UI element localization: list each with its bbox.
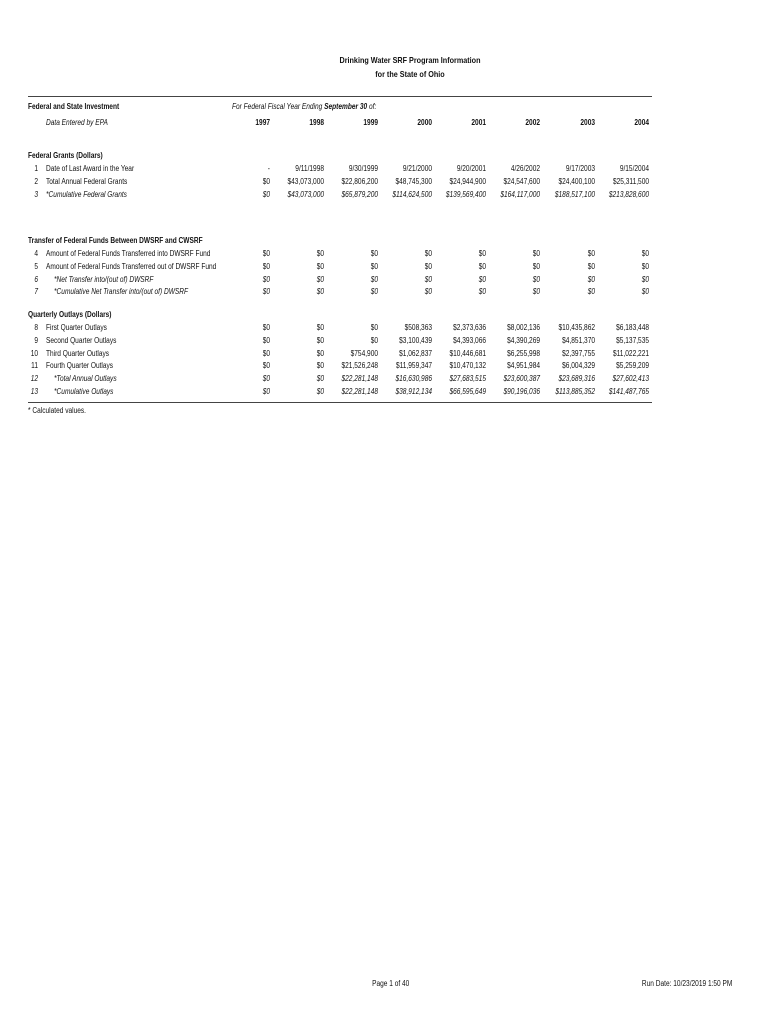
table-cell: $0 [424, 249, 432, 258]
table-cell: $24,547,600 [503, 176, 540, 186]
year-header: 1999 [363, 118, 378, 127]
row-number: 11 [31, 361, 38, 371]
table-cell: $0 [641, 287, 649, 297]
section-title: Quarterly Outlays (Dollars) [28, 310, 112, 319]
table-cell: 9/17/2003 [565, 164, 595, 173]
row-number: 4 [34, 249, 38, 258]
table-cell: $0 [641, 249, 649, 258]
table-cell: $0 [532, 261, 540, 271]
table-cell: $65,879,200 [341, 189, 378, 199]
table-cell: 9/15/2004 [619, 164, 649, 173]
table-cell: $23,689,316 [558, 374, 595, 384]
table-cell: $48,745,300 [395, 176, 432, 186]
footer-rule [28, 402, 652, 403]
table-cell: $0 [587, 261, 595, 271]
table-cell: $0 [587, 274, 595, 284]
table-cell: $21,526,248 [341, 361, 378, 371]
row-label: First Quarter Outlays [46, 323, 107, 332]
table-cell: $164,117,000 [500, 189, 540, 199]
row-label: *Net Transfer into/(out of) DWSRF [54, 274, 154, 284]
table-cell: $0 [587, 249, 595, 258]
table-cell: $0 [424, 274, 432, 284]
table-cell: $2,373,636 [453, 323, 486, 332]
table-cell: $24,944,900 [449, 176, 486, 186]
table-cell: $0 [316, 261, 324, 271]
year-header: 2003 [580, 118, 595, 127]
table-cell: $5,137,535 [616, 335, 649, 345]
table-cell: $0 [370, 274, 378, 284]
section-header-federal-state-investment: Federal and State Investment [28, 102, 120, 111]
table-cell: $22,806,200 [341, 176, 378, 186]
table-cell: $25,311,500 [612, 176, 649, 186]
fy-suffix: of: [367, 102, 377, 111]
row-label: Date of Last Award in the Year [46, 164, 135, 173]
table-cell: $10,435,862 [558, 323, 595, 332]
row-number: 3 [34, 189, 38, 199]
table-cell: $0 [370, 249, 378, 258]
table-cell: $0 [262, 348, 270, 358]
row-number: 5 [34, 261, 38, 271]
year-header: 2000 [417, 118, 432, 127]
row-label: *Cumulative Outlays [54, 387, 114, 396]
table-cell: $4,393,066 [453, 335, 486, 345]
table-cell: $6,183,448 [616, 323, 649, 332]
footnote: * Calculated values. [28, 406, 86, 415]
table-cell: $213,828,600 [608, 189, 649, 199]
table-cell: $0 [262, 287, 270, 297]
table-cell: $24,400,100 [558, 176, 595, 186]
table-cell: $188,517,100 [554, 189, 595, 199]
row-number: 1 [34, 164, 38, 173]
table-cell: $0 [316, 335, 324, 345]
table-cell: $2,397,755 [562, 348, 595, 358]
table-cell: $0 [478, 261, 486, 271]
table-cell: $0 [316, 348, 324, 358]
table-cell: $23,600,387 [503, 374, 540, 384]
row-label: Fourth Quarter Outlays [46, 361, 114, 371]
page-number: Page 1 of 40 [372, 979, 410, 988]
table-cell: $0 [316, 361, 324, 371]
table-cell: $0 [641, 274, 649, 284]
table-cell: $90,196,036 [503, 387, 540, 396]
table-cell: $5,259,209 [616, 361, 649, 371]
table-cell: $754,900 [350, 348, 378, 358]
table-cell: $0 [262, 361, 270, 371]
row-number: 12 [30, 374, 38, 384]
table-cell: $0 [316, 274, 324, 284]
table-cell: $0 [262, 335, 270, 345]
table-cell: 9/11/1998 [295, 164, 324, 173]
year-header: 1997 [255, 118, 270, 127]
section-title: Transfer of Federal Funds Between DWSRF and CWSRF [28, 236, 203, 245]
table-cell: $16,630,986 [395, 374, 432, 384]
table-cell: 9/21/2000 [402, 164, 432, 173]
year-header: 2002 [525, 118, 540, 127]
table-cell: $0 [370, 335, 378, 345]
table-cell: $0 [532, 249, 540, 258]
table-cell: 4/26/2002 [510, 164, 540, 173]
table-cell: $141,487,765 [608, 387, 649, 396]
table-cell: $0 [478, 287, 486, 297]
report-title: Drinking Water SRF Program Information [339, 55, 481, 65]
header-rule [28, 96, 652, 97]
table-cell: $0 [316, 287, 324, 297]
table-cell: $0 [641, 261, 649, 271]
table-cell: $0 [262, 274, 270, 284]
table-cell: $43,073,000 [287, 189, 324, 199]
row-number: 6 [34, 274, 38, 284]
table-cell: $4,951,984 [507, 361, 540, 371]
row-label: Amount of Federal Funds Transferred into DWSRF Fund [46, 249, 211, 258]
table-cell: $4,390,269 [507, 335, 540, 345]
table-cell: $0 [532, 274, 540, 284]
table-cell: $0 [262, 189, 270, 199]
table-cell: 9/20/2001 [456, 164, 486, 173]
table-cell: $0 [316, 249, 324, 258]
fy-prefix: For Federal Fiscal Year Ending [232, 102, 325, 111]
table-cell: $8,002,136 [507, 323, 540, 332]
table-cell: $139,569,400 [445, 189, 486, 199]
row-number: 10 [30, 348, 38, 358]
year-header: 2001 [471, 118, 486, 127]
table-cell: $0 [316, 323, 324, 332]
table-cell: $38,912,134 [395, 387, 432, 396]
row-number: 8 [34, 323, 38, 332]
table-cell: $114,624,500 [392, 189, 432, 199]
row-label: *Total Annual Outlays [54, 374, 117, 384]
row-label: Third Quarter Outlays [46, 348, 110, 358]
table-cell: $10,470,132 [449, 361, 486, 371]
table-cell: 9/30/1999 [348, 164, 378, 173]
table-cell: $0 [262, 176, 270, 186]
table-cell: $11,959,347 [395, 361, 432, 371]
table-cell: $0 [370, 287, 378, 297]
table-cell: $22,281,148 [341, 387, 378, 396]
table-cell: $6,255,998 [507, 348, 540, 358]
fiscal-year-caption [232, 102, 376, 111]
table-cell: $0 [262, 323, 270, 332]
table-cell: $0 [316, 387, 324, 396]
row-number: 7 [34, 287, 38, 297]
table-cell: $113,885,352 [555, 387, 595, 396]
table-cell: $3,100,439 [399, 335, 432, 345]
row-label: Total Annual Federal Grants [46, 176, 128, 186]
table-cell: - [267, 164, 270, 173]
row-label: Amount of Federal Funds Transferred out of DWSRF Fund [46, 261, 217, 271]
table-cell: $1,062,837 [399, 348, 432, 358]
row-label: *Cumulative Net Transfer into/(out of) DWSRF [54, 287, 189, 297]
table-cell: $43,073,000 [287, 176, 324, 186]
table-cell: $0 [424, 287, 432, 297]
row-number: 2 [34, 176, 38, 186]
report-subtitle: for the State of Ohio [375, 69, 445, 79]
table-cell: $22,281,148 [341, 374, 378, 384]
table-cell: $0 [370, 323, 378, 332]
row-number: 9 [34, 335, 38, 345]
table-cell: $6,004,329 [562, 361, 595, 371]
row-number: 13 [30, 387, 38, 396]
data-entered-by-label: Data Entered by EPA [46, 118, 108, 127]
year-header: 2004 [634, 118, 649, 127]
table-cell: $0 [587, 287, 595, 297]
run-date: Run Date: 10/23/2019 1:50 PM [641, 979, 733, 988]
table-cell: $0 [532, 287, 540, 297]
table-cell: $0 [424, 261, 432, 271]
table-cell: $27,602,413 [612, 374, 649, 384]
row-label: Second Quarter Outlays [46, 335, 117, 345]
table-cell: $508,363 [404, 323, 432, 332]
year-header: 1998 [309, 118, 324, 127]
table-cell: $0 [478, 274, 486, 284]
table-cell: $0 [262, 249, 270, 258]
table-cell: $0 [262, 387, 270, 396]
table-cell: $0 [316, 374, 324, 384]
table-cell: $10,446,681 [449, 348, 486, 358]
table-cell: $66,595,649 [449, 387, 486, 396]
table-cell: $27,683,515 [449, 374, 486, 384]
table-cell: $0 [262, 261, 270, 271]
table-cell: $0 [478, 249, 486, 258]
table-cell: $4,851,370 [562, 335, 595, 345]
table-cell: $11,022,221 [612, 348, 649, 358]
fy-bold: September 30 [324, 102, 368, 111]
section-title: Federal Grants (Dollars) [28, 151, 103, 160]
row-label: *Cumulative Federal Grants [46, 189, 127, 199]
table-cell: $0 [370, 261, 378, 271]
table-cell: $0 [262, 374, 270, 384]
